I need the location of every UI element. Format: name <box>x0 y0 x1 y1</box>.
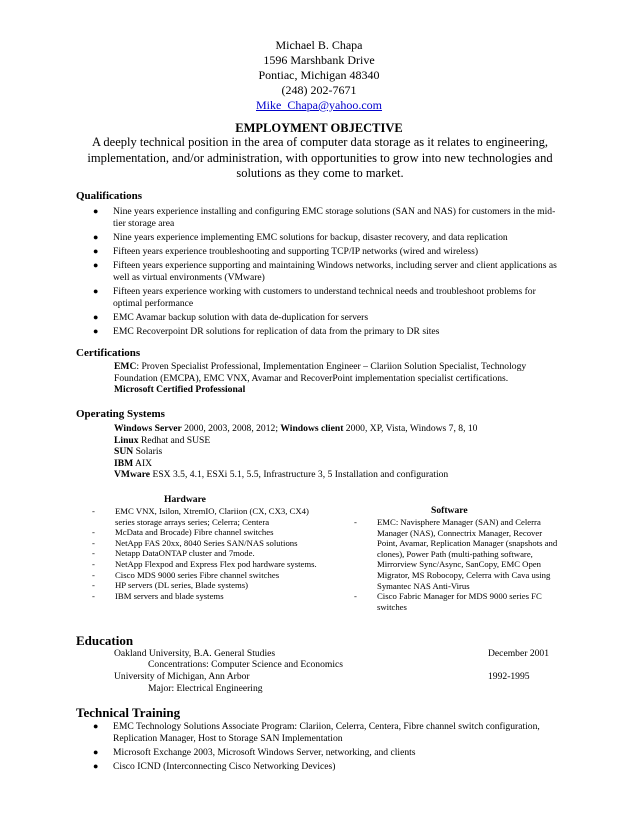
dash-icon: - <box>92 527 95 538</box>
sun-line: SUN Solaris <box>114 446 163 458</box>
software-list <box>354 517 559 612</box>
education-date-1: December 2001 <box>488 648 550 659</box>
list-item: ● Nine years experience installing and configuring EMC storage solutions (SAN and NAS) for customers in the mid-tier storage area <box>93 206 556 229</box>
bullet-icon: ● <box>93 285 99 296</box>
bullet-icon: ● <box>93 206 99 216</box>
address-line-2: Pontiac, Michigan 48340 <box>258 68 380 82</box>
qualifications-title: Qualifications <box>76 190 143 202</box>
list-item: ● Microsoft Exchange 2003, Microsoft Windows Server, networking, and clients <box>93 746 416 758</box>
bullet-icon: ● <box>93 311 99 322</box>
list-item: ● EMC Avamar backup solution with data de-duplication for servers <box>93 311 369 323</box>
list-item: ● Cisco ICND (Interconnecting Cisco Networking Devices) <box>93 760 336 772</box>
list-item: - Cisco MDS 9000 series Fibre channel switches <box>92 569 280 580</box>
list-item: - Netapp DataONTAP cluster and 7mode. <box>92 548 255 559</box>
list-item: - EMC VNX, Isilon, XtremIO, Clariion (CX, CX3, CX4) series storage arrays series; Celerra; Centera <box>92 506 309 527</box>
dash-icon: - <box>92 548 95 559</box>
hardware-title: Hardware <box>164 494 206 505</box>
certifications-title: Certifications <box>76 347 141 359</box>
operating-systems-title: Operating Systems <box>76 408 165 420</box>
bullet-icon: ● <box>93 260 99 271</box>
ibm-line: IBM AIX <box>114 457 153 469</box>
list-item: - McData and Brocade) Fibre channel switches <box>92 527 274 538</box>
list-item: ● Nine years experience implementing EMC solutions for backup, disaster recovery, and data replication <box>93 231 508 243</box>
vmware-line: VMware ESX 3.5, 4.1, ESXi 5.1, 5.5, Infrastructure 3, 5 Installation and configuration <box>114 469 449 481</box>
list-item: ● EMC Technology Solutions Associate Program: Clariion, Celerra, Centera, Fibre channel switch configuration, Replication Manager, Host to Storage SAN Implementation <box>93 721 540 744</box>
dash-icon: - <box>92 506 95 516</box>
list-item: - Cisco Fabric Manager for MDS 9000 series FC switches <box>354 591 542 612</box>
technical-training-title: Technical Training <box>76 705 181 720</box>
address-line-1: 1596 Marshbank Drive <box>263 53 375 67</box>
list-item: ● Fifteen years experience working with customers to understand technical needs and troubleshoot problems for optimal performance <box>93 285 536 309</box>
training-list <box>93 721 563 775</box>
education-date-2: 1992-1995 <box>488 671 530 682</box>
dash-icon: - <box>354 591 357 602</box>
bullet-icon: ● <box>93 245 99 256</box>
bullet-icon: ● <box>93 760 99 771</box>
education-title: Education <box>76 633 134 648</box>
objective-title: EMPLOYMENT OBJECTIVE <box>235 121 403 135</box>
list-item: - NetApp FAS 20xx, 8040 Series SAN/NAS solutions <box>92 537 298 548</box>
education-school-1: Oakland University, B.A. General Studies <box>114 648 276 659</box>
education-detail-2: Major: Electrical Engineering <box>148 683 263 694</box>
phone-number: (248) 202-7671 <box>281 83 357 97</box>
education-school-2: University of Michigan, Ann Arbor <box>114 671 250 682</box>
list-item: - HP servers (DL series, Blade systems) <box>92 580 249 591</box>
emc-certifications: EMC: Proven Specialist Professional, Implementation Engineer – Clariion Solution Specialist, Technology Foundation (EMCPA), EMC VNX, Avamar and RecoverPoint implementation specialist certifications. <box>114 361 527 384</box>
hardware-list <box>92 506 327 601</box>
list-item: - IBM servers and blade systems <box>92 590 224 601</box>
windows-line: Windows Server 2000, 2003, 2008, 2012; Windows client 2000, XP, Vista, Windows 7, 8, 10 <box>114 423 478 434</box>
dash-icon: - <box>92 558 95 569</box>
dash-icon: - <box>92 569 95 580</box>
dash-icon: - <box>92 590 95 601</box>
email-link[interactable]: Mike_Chapa@yahoo.com <box>255 98 383 112</box>
list-item: - NetApp Flexpod and Express Flex pod hardware systems. <box>92 558 317 569</box>
bullet-icon: ● <box>93 231 99 242</box>
bullet-icon: ● <box>93 325 99 336</box>
applicant-name: Michael B. Chapa <box>275 38 363 52</box>
certifications-body <box>114 361 554 396</box>
dash-icon: - <box>92 580 95 591</box>
microsoft-certification: Microsoft Certified Professional <box>114 384 246 396</box>
bullet-icon: ● <box>93 746 99 757</box>
qualifications-list <box>93 206 563 340</box>
software-title: Software <box>431 505 468 516</box>
dash-icon: - <box>354 517 357 527</box>
education-detail-1: Concentrations: Computer Science and Economics <box>148 659 344 670</box>
list-item: ● Fifteen years experience troubleshooting and supporting TCP/IP networks (wired and wireless) <box>93 245 479 257</box>
bullet-icon: ● <box>93 721 99 731</box>
dash-icon: - <box>92 537 95 548</box>
list-item: - EMC: Navisphere Manager (SAN) and Celerra Manager (NAS), Connectrix Manager, Recover Point, Avamar, Replication Manager (snapshots and clones), Power Path (multi-pathing software, Mirrorview Sync/Async, SanCopy, EMC Open Migrator, MS Robocopy, Celerra with Cava using Symantec NAS Anti-Virus <box>354 517 558 591</box>
linux-line: Linux Redhat and SUSE <box>114 434 211 446</box>
list-item: ● Fifteen years experience supporting and maintaining Windows networks, including server and client applications as well as virtual environments (VMware) <box>93 260 557 283</box>
list-item: ● EMC Recoverpoint DR solutions for replication of data from the primary to DR sites <box>93 325 440 337</box>
operating-systems-body <box>114 423 554 481</box>
contact-header <box>0 38 638 113</box>
objective-text: A deeply technical position in the area of computer data storage as it relates to engineering, implementation, and/or administration, with opportunities to grow into new technologies and solutions as they come to market. <box>87 135 553 180</box>
